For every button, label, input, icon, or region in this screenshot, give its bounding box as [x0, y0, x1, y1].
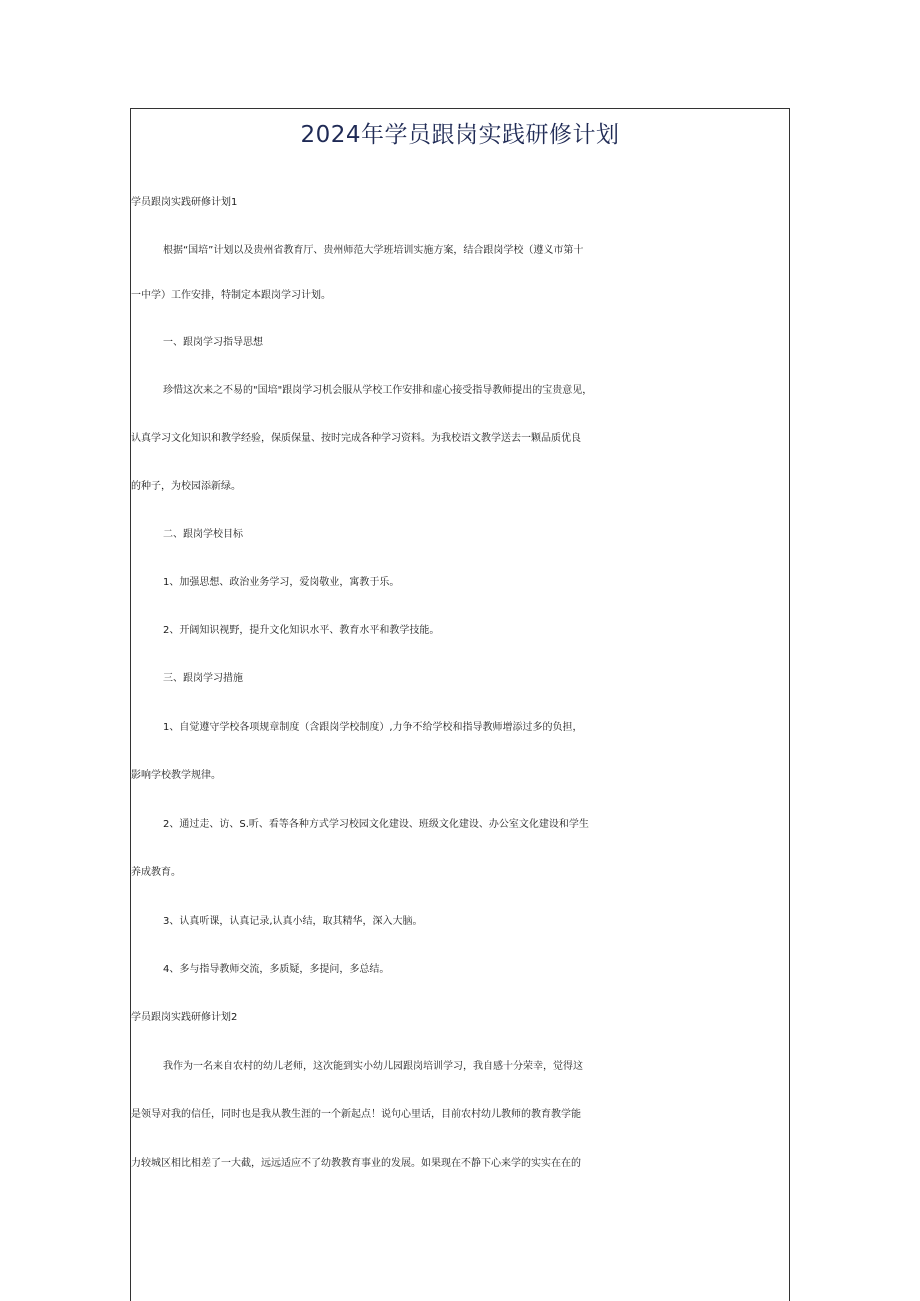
subheading: 一、跟岗学习指导思想: [163, 337, 263, 348]
list-item: 1、加强思想、政治业务学习，爱岗敬业，寓教于乐。: [163, 577, 400, 588]
document-page: [130, 108, 790, 1301]
paragraph-line: 我作为一名来自农村的幼儿老师，这次能到实小幼儿园跟岗培训学习，我自感十分荣幸，觉得这: [163, 1061, 583, 1072]
subheading: 二、跟岗学校目标: [163, 529, 243, 540]
paragraph-line: 力较城区相比相差了一大截，远远适应不了幼教教育事业的发展。如果现在不静下心来学的实实在在的: [131, 1158, 581, 1169]
list-item: 1、自觉遵守学校各项规章制度（含跟岗学校制度）,力争不给学校和指导教师增添过多的负担，: [163, 722, 583, 733]
paragraph-line: 养成教育。: [131, 867, 181, 878]
paragraph-line: 珍惜这次来之不易的"国培"跟岗学习机会服从学校工作安排和虚心接受指导教师提出的宝贵意见，: [163, 385, 593, 396]
paragraph-line: 认真学习文化知识和教学经验，保质保量、按时完成各种学习资料。为我校语文教学送去一颗品质优良: [131, 433, 581, 444]
section-heading: 学员跟岗实践研修计划2: [131, 1012, 238, 1023]
section-heading: 学员跟岗实践研修计划1: [131, 197, 238, 208]
document-title: 2024年学员跟岗实践研修计划: [300, 122, 620, 148]
subheading: 三、跟岗学习措施: [163, 673, 243, 684]
paragraph-line: 一中学）工作安排，特制定本跟岗学习计划。: [131, 290, 331, 301]
list-item: 2、开阔知识视野，提升文化知识水平、教育水平和教学技能。: [163, 625, 440, 636]
list-item: 4、多与指导教师交流，多质疑，多提问，多总结。: [163, 964, 390, 975]
paragraph-line: 的种子，为校园添新绿。: [131, 481, 241, 492]
paragraph-line: 是领导对我的信任，同时也是我从教生涯的一个新起点！说句心里话，目前农村幼儿教师的教育教学能: [131, 1109, 581, 1120]
list-item: 3、认真听课，认真记录,认真小结，取其精华，深入大脑。: [163, 916, 423, 927]
paragraph-line: 根据“国培”计划以及贵州省教育厅、贵州师范大学班培训实施方案，结合跟岗学校（遵义市第十: [163, 245, 584, 256]
list-item: 2、通过走、访、S.听、看等各种方式学习校园文化建设、班级文化建设、办公室文化建设和学生: [163, 819, 589, 830]
paragraph-line: 影响学校教学规律。: [131, 770, 221, 781]
